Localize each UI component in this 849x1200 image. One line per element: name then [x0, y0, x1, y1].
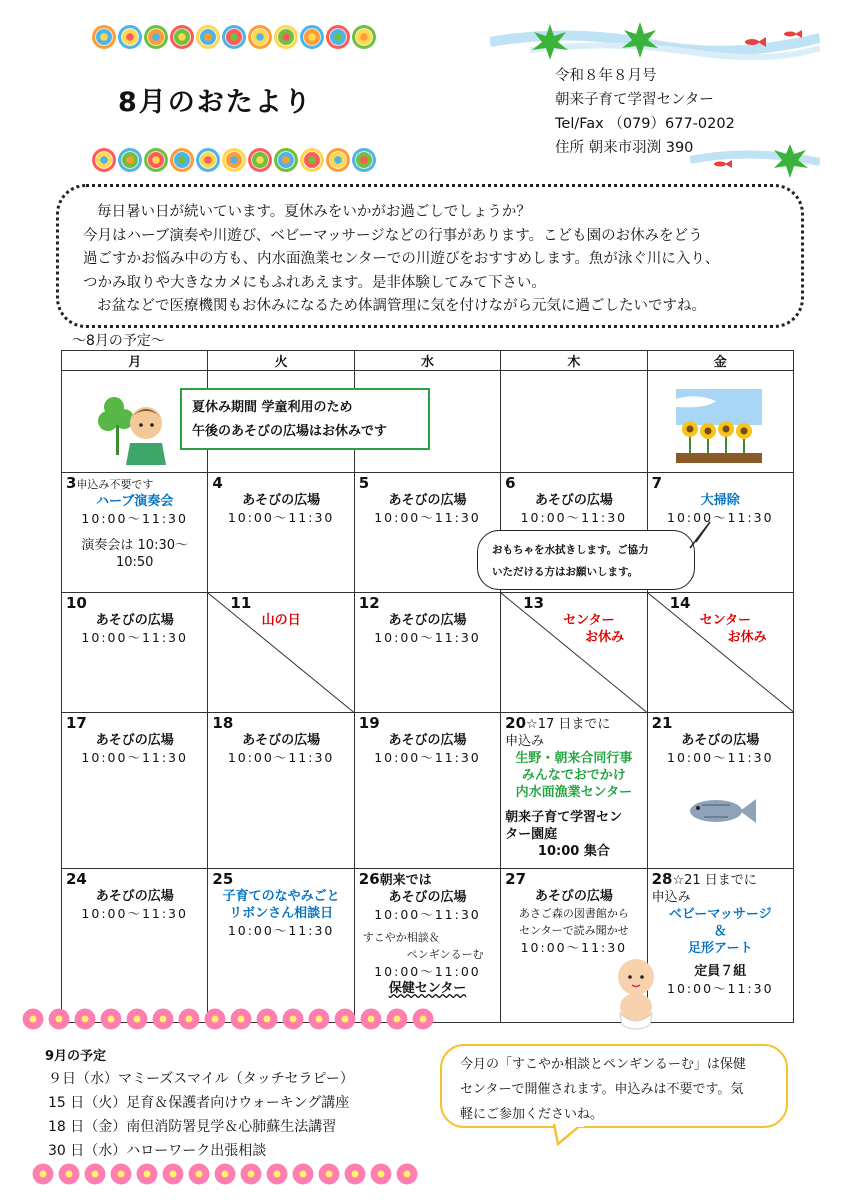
- calendar-table: [61, 350, 794, 1023]
- greeting-line: 今月はハーブ演奏や川遊び、ベビーマッサージなどの行事があります。こども園のお休みをどう: [83, 227, 703, 244]
- page-title: 8月のおたより: [118, 87, 313, 118]
- sunflower-illustration: [676, 389, 762, 465]
- address: 住所 朝来市羽渕 390: [555, 140, 694, 156]
- calendar-cell-empty: [501, 371, 647, 473]
- calendar-cell-day-21: [647, 713, 793, 869]
- greeting-line: 過ごすかお悩み中の方も、内水面漁業センターでの川遊びをおすすめします。魚が泳ぐ川に入り、: [83, 251, 720, 267]
- event-time: 10:00～11:30: [227, 923, 335, 938]
- summer-notice-box: [180, 388, 430, 450]
- event-place: ター園庭: [505, 827, 558, 842]
- flower-border: [30, 1163, 420, 1185]
- calendar-cell-day-10: [62, 593, 208, 713]
- day-number: 21: [651, 714, 673, 732]
- event-sub: センターで読み聞かせ: [519, 924, 629, 937]
- day-number: 6: [505, 474, 516, 492]
- event-title: あそびの広場: [388, 493, 467, 508]
- event-title: 子育てのなやみごと: [222, 889, 340, 904]
- event-extra: 10:50: [115, 555, 154, 570]
- event-sub: あさご森の図書館から: [518, 907, 629, 920]
- event-time: 10:00～11:30: [227, 510, 335, 525]
- event-title: あそびの広場: [534, 889, 613, 904]
- next-month-title: 9月の予定: [45, 1049, 107, 1064]
- bubble-line: いただける方はお願いします。: [492, 566, 639, 578]
- bubble-line: おもちゃを水拭きします。ご協力: [492, 544, 649, 556]
- calendar-cell-day-26: [354, 869, 500, 1023]
- day-note: 朝来では: [379, 873, 432, 888]
- event-time: 10:00～11:30: [667, 510, 774, 525]
- event-place: 保健センター: [388, 981, 467, 996]
- day-number: 19: [358, 714, 380, 732]
- event-time: 10:00～11:00: [374, 964, 481, 979]
- event-extra: 演奏会は 10:30～: [81, 538, 188, 553]
- day-number: 27: [505, 870, 527, 888]
- calendar-cell-day-28: [647, 869, 793, 1023]
- list-item: 18 日（金）南但消防署見学＆心肺蘇生法講習: [48, 1119, 337, 1135]
- weekday-header: 金: [647, 351, 793, 371]
- day-number: 13: [523, 594, 545, 612]
- notice-line: 夏休み期間 学童利用のため: [192, 400, 353, 415]
- holiday-label: 山の日: [261, 613, 301, 628]
- day-number: 28: [651, 870, 673, 888]
- greeting-line: お盆などで医療機関もお休みになるため体調管理に気を付けながら元気に過ごしたいですね。: [97, 298, 706, 314]
- fish-illustration: [680, 791, 760, 831]
- event-title: あそびの広場: [95, 613, 174, 628]
- day-number: 7: [651, 474, 662, 492]
- weekday-header: 水: [354, 351, 500, 371]
- greeting-line: 毎日暑い日が続いています。夏休みをいかがお過ごしでしょうか？: [97, 204, 531, 220]
- event-title: 大掃除: [700, 493, 740, 508]
- event-title: 内水面漁業センター: [515, 785, 633, 800]
- notice-line: 軽にご参加くださいね。: [460, 1107, 604, 1122]
- maple-leaf-decoration: [490, 20, 820, 65]
- day-note: 申込み: [651, 890, 691, 905]
- event-title: 足形アート: [687, 941, 753, 956]
- calendar-cell-day-20: [501, 713, 647, 869]
- header-info: [555, 64, 735, 160]
- day-number: 11: [230, 594, 252, 612]
- fireworks-top-decoration: [92, 25, 376, 49]
- day-number: 14: [669, 594, 691, 612]
- flower-border: [20, 1008, 436, 1030]
- event-place: 朝来子育て学習セン: [505, 810, 623, 825]
- list-item: 15 日（火）足育＆保護者向けウォーキング講座: [48, 1095, 350, 1111]
- event-time: 10:00～11:30: [374, 510, 481, 525]
- closed-label: お休み: [585, 630, 625, 645]
- event-time: 10:00～11:30: [374, 907, 481, 922]
- calendar-cell-day-12: [354, 593, 500, 713]
- baby-illustration: [610, 955, 662, 1033]
- event-time: 10:00～11:30: [81, 750, 188, 765]
- gather-time: 10:00 集合: [537, 844, 610, 859]
- day-note: ☆21 日までに: [672, 873, 757, 888]
- event-title: あそびの広場: [681, 733, 760, 748]
- day-note: 申込み不要です: [76, 478, 154, 491]
- event-sub: ペンギンるーむ: [406, 948, 484, 961]
- closed-label: お休み: [727, 630, 767, 645]
- event-time: 10:00～11:30: [81, 511, 188, 526]
- event-time: 10:00～11:30: [520, 940, 628, 955]
- day-number: 17: [66, 714, 87, 732]
- event-title: ＆: [713, 924, 727, 939]
- day-number: 24: [66, 870, 87, 888]
- calendar-cell-day-13: [501, 593, 647, 713]
- event-title: あそびの広場: [95, 889, 174, 904]
- event-title: あそびの広場: [242, 733, 321, 748]
- weekday-header: 火: [208, 351, 354, 371]
- issue-label: 令和８年８月号: [555, 68, 657, 84]
- day-number: 4: [212, 474, 223, 492]
- calendar-cell-day-18: [208, 713, 354, 869]
- calendar-cell-day-19: [354, 713, 500, 869]
- calendar-cell-day-3: [62, 473, 208, 593]
- event-time: 10:00～11:30: [520, 510, 628, 525]
- event-time: 10:00～11:30: [227, 750, 335, 765]
- event-time: 10:00～11:30: [374, 750, 481, 765]
- tel-fax: Tel/Fax （079）677-0202: [555, 116, 735, 132]
- greeting-box: [56, 184, 804, 328]
- notice-bubble-tail: [552, 1124, 592, 1146]
- notice-line: センターで開催されます。申込みは不要です。気: [460, 1082, 744, 1097]
- closed-label: センター: [563, 613, 615, 628]
- calendar-cell-day-4: [208, 473, 354, 593]
- day-number: 20: [505, 714, 527, 732]
- bubble-tail: [688, 520, 714, 550]
- greeting-line: つかみ取りや大きなカメにもふれあえます。是非体験してみて下さい。: [83, 274, 546, 291]
- list-item: ９日（水）マミーズスマイル（タッチセラピー）: [48, 1071, 354, 1087]
- event-title: ハーブ演奏会: [96, 494, 174, 509]
- event-time: 10:00～11:30: [374, 630, 481, 645]
- event-title: あそびの広場: [95, 733, 174, 748]
- calendar-cell-empty: [647, 371, 793, 473]
- event-title: あそびの広場: [388, 890, 467, 905]
- health-center-notice-bubble: [440, 1044, 788, 1128]
- calendar-cell-day-25: [208, 869, 354, 1023]
- event-title: あそびの広場: [388, 613, 467, 628]
- day-number: 25: [212, 870, 234, 888]
- list-item: 30 日（水）ハローワーク出張相談: [48, 1143, 267, 1159]
- fireworks-bottom-decoration: [92, 148, 376, 172]
- schedule-label: ～8月の予定～: [72, 333, 165, 349]
- event-title: あそびの広場: [534, 493, 613, 508]
- calendar-cell-day-14: [647, 593, 793, 713]
- clover-boy-illustration: [96, 389, 176, 469]
- day-number: 10: [66, 594, 87, 612]
- calendar-cell-day-17: [62, 713, 208, 869]
- closed-label: センター: [699, 613, 752, 628]
- event-title: ベビーマッサージ: [668, 907, 772, 922]
- calendar-cell-day-24: [62, 869, 208, 1023]
- day-note: ☆17 日までに: [526, 717, 611, 732]
- day-number: 12: [358, 594, 380, 612]
- calendar-cell-day-11: [208, 593, 354, 713]
- toy-cleaning-bubble: [477, 530, 695, 590]
- event-time: 10:00～11:30: [81, 906, 188, 921]
- day-number: 18: [212, 714, 234, 732]
- event-title: あそびの広場: [242, 493, 321, 508]
- day-number: 3: [66, 474, 77, 492]
- notice-line: 午後のあそびの広場はお休みです: [192, 424, 388, 439]
- event-title: 生野・朝来合同行事: [515, 751, 633, 766]
- event-time: 10:00～11:30: [667, 981, 774, 996]
- event-title: みんなでおでかけ: [521, 768, 626, 783]
- event-time: 10:00～11:30: [667, 750, 774, 765]
- day-number: 26: [358, 870, 380, 888]
- event-sub: すこやか相談＆: [362, 931, 440, 944]
- event-time: 10:00～11:30: [81, 630, 188, 645]
- next-month-list: [48, 1067, 354, 1163]
- weekday-header: 木: [501, 351, 647, 371]
- weekday-header: 月: [62, 351, 208, 371]
- day-note: 申込み: [505, 734, 545, 749]
- org-name: 朝来子育て学習センター: [555, 92, 714, 108]
- capacity-label: 定員７組: [694, 964, 747, 979]
- event-title: あそびの広場: [388, 733, 467, 748]
- day-number: 5: [358, 474, 370, 492]
- notice-line: 今月の「すこやか相談とペンギンるーむ」は保健: [460, 1057, 746, 1072]
- event-title: リボンさん相談日: [229, 906, 334, 921]
